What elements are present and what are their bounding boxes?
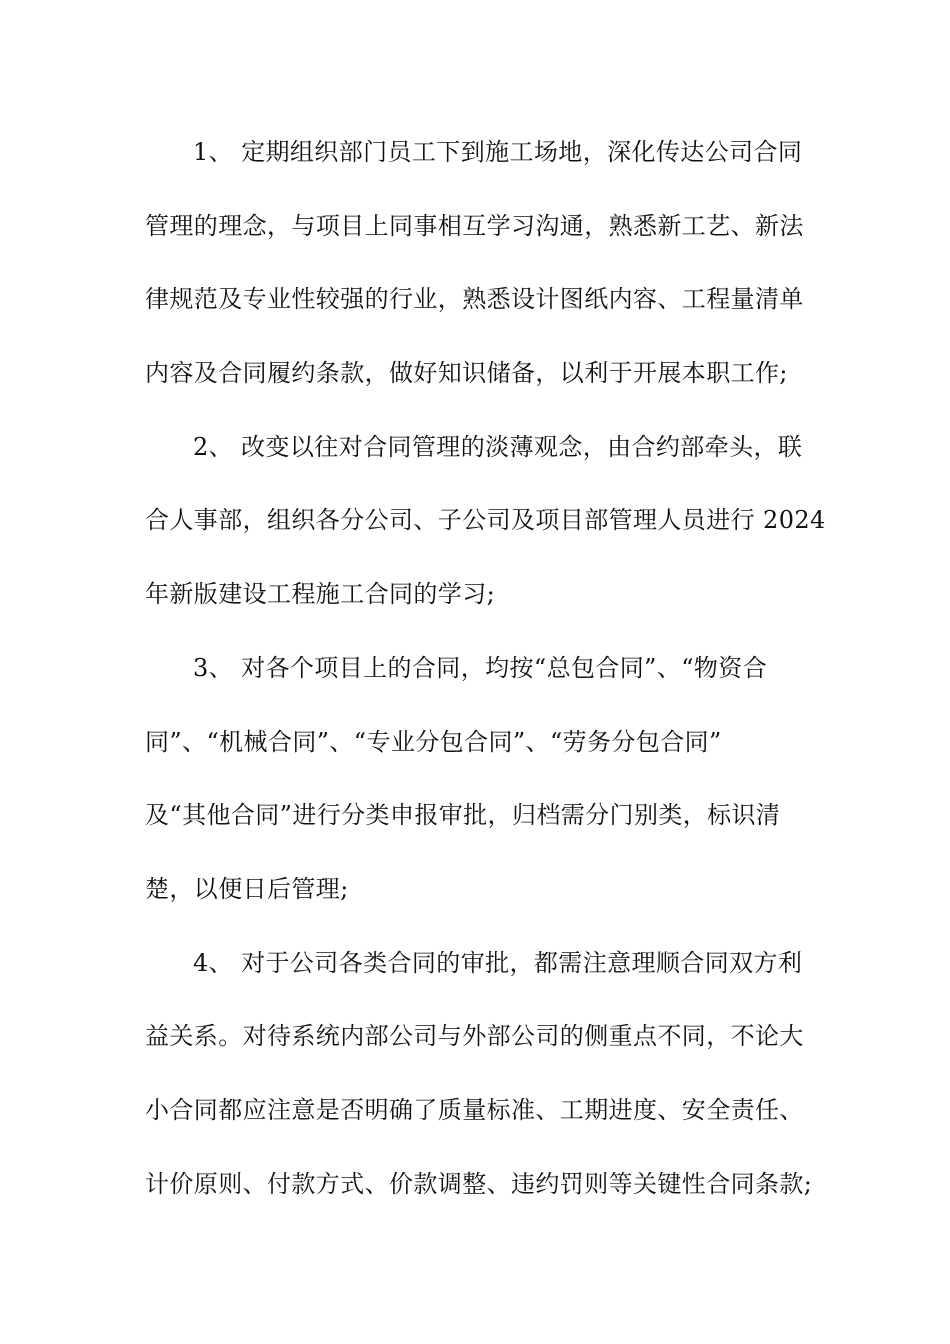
paragraph-line: 同”、“机械合同”、“专业分包合同”、“劳务分包合同” (145, 727, 722, 756)
paragraph-line: 楚，以便日后管理; (145, 874, 349, 903)
paragraph-line: 4、 对于公司各类合同的审批，都需注意理顺合同双方利 (193, 948, 803, 977)
paragraph-line: 小合同都应注意是否明确了质量标准、工期进度、安全责任、 (145, 1095, 804, 1124)
paragraph-line: 益关系。对待系统内部公司与外部公司的侧重点不同，不论大 (145, 1022, 804, 1051)
paragraph-line: 计价原则、付款方式、价款调整、违约罚则等关键性合同条款; (145, 1169, 813, 1198)
paragraph-1 (145, 116, 807, 411)
paragraph-line: 1、 定期组织部门员工下到施工场地，深化传达公司合同 (193, 138, 803, 166)
paragraph-4 (145, 927, 813, 1222)
paragraph-line: 及“其他合同”进行分类申报审批，归档需分门别类，标识清 (145, 801, 781, 830)
paragraph-line: 2、 改变以往对合同管理的淡薄观念，由合约部牵头，联 (193, 432, 803, 461)
paragraph-2 (145, 411, 826, 632)
paragraph-line: 管理的理念，与项目上同事相互学习沟通，熟悉新工艺、新法 (145, 211, 804, 240)
paragraph-line: 年新版建设工程施工合同的学习; (145, 580, 496, 609)
paragraph-3 (145, 632, 807, 927)
document-body (145, 116, 826, 1221)
paragraph-line: 3、 对各个项目上的合同，均按“总包合同”、“物资合 (193, 653, 768, 682)
paragraph-line: 合人事部，组织各分公司、子公司及项目部管理人员进行 2024 (145, 506, 826, 535)
paragraph-line: 内容及合同履约条款，做好知识储备，以利于开展本职工作; (145, 359, 788, 388)
paragraph-line: 律规范及专业性较强的行业，熟悉设计图纸内容、工程量清单 (145, 285, 804, 314)
